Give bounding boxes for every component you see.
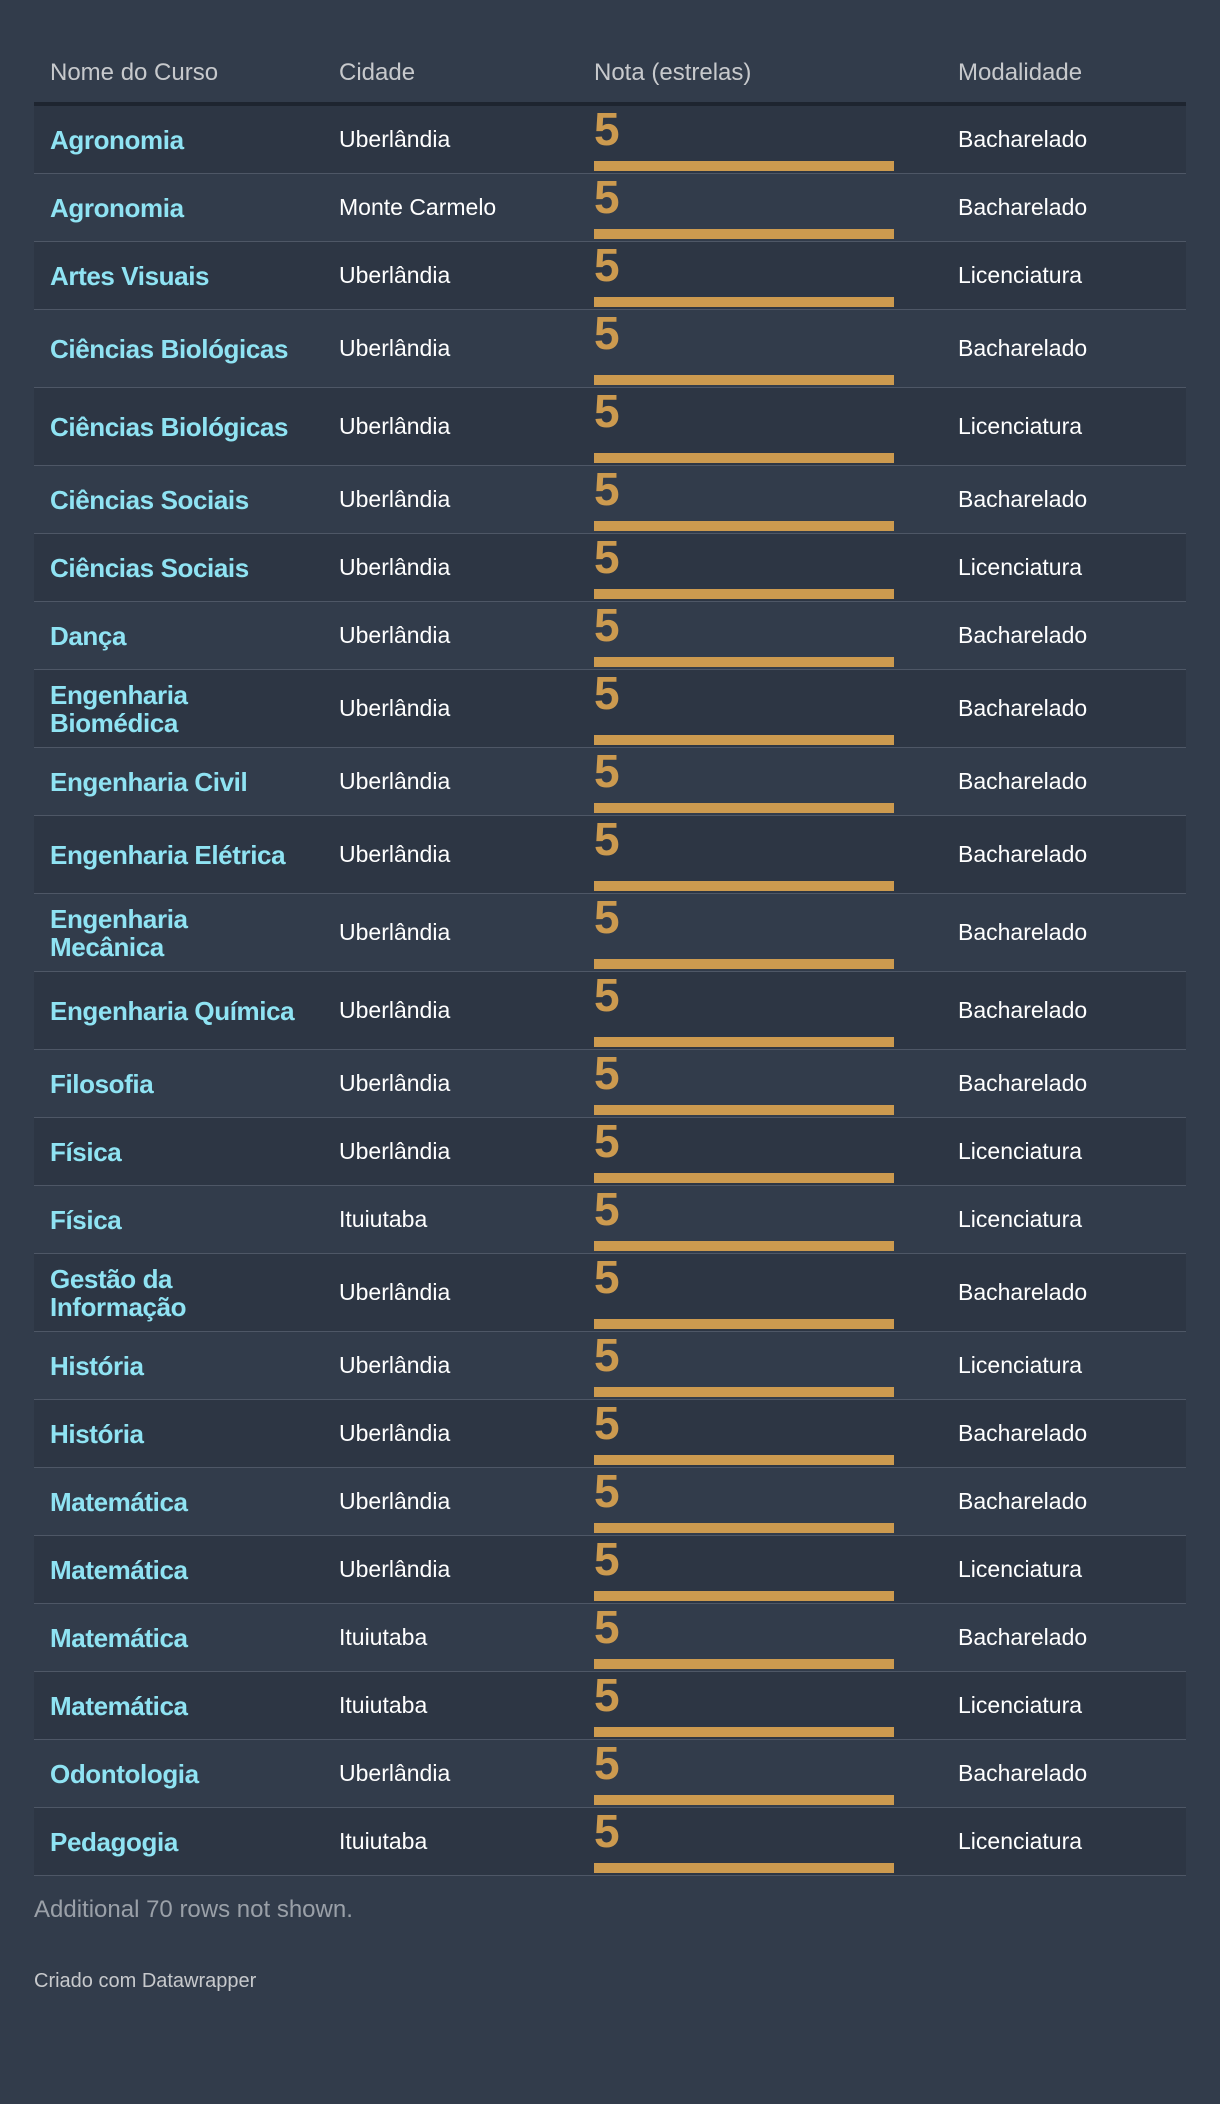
course-name-cell: Ciências Sociais (50, 484, 249, 515)
course-name-cell: Engenharia Elétrica (50, 839, 286, 870)
rating-box (578, 1601, 942, 1671)
course-name-cell: Física (50, 1204, 122, 1235)
rating-value-label: 5 (594, 969, 620, 1021)
city-cell: Uberlândia (339, 262, 451, 288)
course-name-cell: Matemática (50, 1554, 188, 1585)
credit-line[interactable]: Criado com Datawrapper (34, 1970, 257, 1992)
rating-bar (594, 1037, 894, 1047)
city-cell: Uberlândia (339, 1556, 451, 1582)
table-row (34, 972, 1186, 1050)
modality-cell: Licenciatura (958, 554, 1083, 580)
rating-value-label: 5 (594, 307, 620, 359)
city-cell: Uberlândia (339, 1760, 451, 1786)
rating-bar (594, 589, 894, 599)
rating-cell (578, 813, 942, 894)
table-row (34, 1186, 1186, 1254)
rating-value-label: 5 (594, 385, 620, 437)
rating-value-label: 5 (594, 171, 620, 223)
rating-value-label: 5 (594, 1115, 620, 1167)
rating-cell (578, 307, 942, 388)
rating-cell (578, 385, 942, 466)
course-name-cell: Odontologia (50, 1758, 199, 1789)
rating-box (578, 1737, 942, 1807)
rating-cell (578, 1533, 942, 1604)
modality-cell: Licenciatura (958, 1692, 1083, 1718)
city-cell: Uberlândia (339, 768, 451, 794)
rating-bar (594, 521, 894, 531)
rating-cell (578, 1115, 942, 1186)
modality-cell: Bacharelado (958, 695, 1088, 721)
rating-bar (594, 1659, 894, 1669)
course-name-cell: Ciências Biológicas (50, 411, 289, 442)
course-name-cell: História (50, 1350, 144, 1381)
rating-box (578, 239, 942, 309)
column-header-curso[interactable]: Nome do Curso (34, 58, 323, 104)
table-header (34, 58, 1186, 104)
rating-value-label: 5 (594, 891, 620, 943)
rating-value-label: 5 (594, 813, 620, 865)
course-name-cell: Física (50, 1136, 122, 1167)
modality-cell: Licenciatura (958, 1206, 1083, 1232)
modality-cell: Bacharelado (958, 1488, 1088, 1514)
table-row (34, 816, 1186, 894)
course-name-cell: Matemática (50, 1622, 188, 1653)
rating-value-label: 5 (594, 1047, 620, 1099)
rating-cell (578, 1329, 942, 1400)
rating-value-label: 5 (594, 1465, 620, 1517)
rating-bar (594, 1591, 894, 1601)
rating-box (578, 463, 942, 533)
rating-box (578, 969, 942, 1049)
rating-cell (578, 171, 942, 242)
table-row (34, 1808, 1186, 1876)
city-cell: Uberlândia (339, 1138, 451, 1164)
rating-value-label: 5 (594, 745, 620, 797)
city-cell: Uberlândia (339, 486, 451, 512)
table-row (34, 748, 1186, 816)
rating-box (578, 1533, 942, 1603)
modality-cell: Bacharelado (958, 622, 1088, 648)
table-notes: Additional 70 rows not shown. (34, 1896, 353, 1923)
rating-cell (578, 1183, 942, 1254)
column-header-modalidade[interactable]: Modalidade (942, 58, 1186, 104)
rating-bar (594, 803, 894, 813)
city-cell: Uberlândia (339, 997, 451, 1023)
table-row (34, 602, 1186, 670)
rating-cell (578, 1601, 942, 1672)
city-cell: Uberlândia (339, 1279, 451, 1305)
table-row (34, 1604, 1186, 1672)
city-cell: Uberlândia (339, 1070, 451, 1096)
rating-box (578, 103, 942, 173)
table-row (34, 1536, 1186, 1604)
courses-table (34, 58, 1186, 1876)
course-name-cell: História (50, 1418, 144, 1449)
course-name-cell: Ciências Sociais (50, 552, 249, 583)
modality-cell: Licenciatura (958, 1138, 1083, 1164)
course-name-cell: Engenharia Civil (50, 766, 248, 797)
rating-cell (578, 599, 942, 670)
rating-cell (578, 1669, 942, 1740)
city-cell: Uberlândia (339, 413, 451, 439)
city-cell: Uberlândia (339, 841, 451, 867)
rating-box (578, 745, 942, 815)
rating-value-label: 5 (594, 531, 620, 583)
course-name-cell: Engenharia Mecânica (50, 903, 188, 962)
rating-cell (578, 969, 942, 1050)
rating-cell (578, 1465, 942, 1536)
rating-cell (578, 239, 942, 310)
rating-cell (578, 1397, 942, 1468)
modality-cell: Bacharelado (958, 1760, 1088, 1786)
rating-bar (594, 1241, 894, 1251)
city-cell: Uberlândia (339, 1352, 451, 1378)
table-row (34, 894, 1186, 972)
rating-bar (594, 297, 894, 307)
rating-box (578, 1047, 942, 1117)
rating-bar (594, 1455, 894, 1465)
rating-bar (594, 1863, 894, 1873)
rating-value-label: 5 (594, 1251, 620, 1303)
course-name-cell: Agronomia (50, 192, 184, 223)
rating-bar (594, 1319, 894, 1329)
rating-box (578, 1251, 942, 1331)
rating-cell (578, 531, 942, 602)
table-row (34, 1332, 1186, 1400)
modality-cell: Bacharelado (958, 335, 1088, 361)
table-row (34, 104, 1186, 174)
city-cell: Uberlândia (339, 335, 451, 361)
rating-value-label: 5 (594, 1737, 620, 1789)
rating-box (578, 1329, 942, 1399)
modality-cell: Bacharelado (958, 1279, 1088, 1305)
rating-bar (594, 161, 894, 171)
rating-value-label: 5 (594, 463, 620, 515)
table-row (34, 1254, 1186, 1332)
modality-cell: Bacharelado (958, 486, 1088, 512)
course-name-cell: Matemática (50, 1690, 188, 1721)
datawrapper-table-chart (0, 58, 1220, 1993)
rating-box (578, 171, 942, 241)
rating-cell (578, 1047, 942, 1118)
modality-cell: Bacharelado (958, 1070, 1088, 1096)
rating-value-label: 5 (594, 1669, 620, 1721)
city-cell: Ituiutaba (339, 1828, 428, 1854)
rating-box (578, 1465, 942, 1535)
rating-cell (578, 1805, 942, 1876)
column-header-nota[interactable]: Nota (estrelas) (578, 58, 942, 104)
course-name-cell: Filosofia (50, 1068, 154, 1099)
rating-bar (594, 1727, 894, 1737)
course-name-cell: Ciências Biológicas (50, 333, 289, 364)
table-row (34, 1400, 1186, 1468)
rating-bar (594, 959, 894, 969)
rating-value-label: 5 (594, 1805, 620, 1857)
rating-bar (594, 375, 894, 385)
modality-cell: Licenciatura (958, 262, 1083, 288)
rating-bar (594, 657, 894, 667)
rating-box (578, 1669, 942, 1739)
modality-cell: Bacharelado (958, 194, 1088, 220)
rating-cell (578, 463, 942, 534)
rating-box (578, 1183, 942, 1253)
table-row (34, 1740, 1186, 1808)
rating-value-label: 5 (594, 667, 620, 719)
table-row (34, 1468, 1186, 1536)
rating-value-label: 5 (594, 1533, 620, 1585)
rating-bar (594, 1387, 894, 1397)
rating-bar (594, 1523, 894, 1533)
rating-cell (578, 1251, 942, 1332)
modality-cell: Licenciatura (958, 1556, 1083, 1582)
table-body (34, 104, 1186, 1876)
column-header-cidade[interactable]: Cidade (323, 58, 578, 104)
course-name-cell: Matemática (50, 1486, 188, 1517)
modality-cell: Bacharelado (958, 841, 1088, 867)
city-cell: Uberlândia (339, 554, 451, 580)
modality-cell: Bacharelado (958, 126, 1088, 152)
city-cell: Uberlândia (339, 695, 451, 721)
city-cell: Uberlândia (339, 1488, 451, 1514)
rating-box (578, 307, 942, 387)
table-row (34, 242, 1186, 310)
rating-cell (578, 667, 942, 748)
rating-box (578, 385, 942, 465)
rating-value-label: 5 (594, 1601, 620, 1653)
table-row (34, 1050, 1186, 1118)
modality-cell: Licenciatura (958, 413, 1083, 439)
table-row (34, 388, 1186, 466)
modality-cell: Bacharelado (958, 1420, 1088, 1446)
table-row (34, 174, 1186, 242)
city-cell: Uberlândia (339, 126, 451, 152)
city-cell: Uberlândia (339, 622, 451, 648)
rating-bar (594, 229, 894, 239)
rating-value-label: 5 (594, 1329, 620, 1381)
rating-box (578, 531, 942, 601)
rating-box (578, 599, 942, 669)
table-row (34, 534, 1186, 602)
city-cell: Monte Carmelo (339, 194, 497, 220)
table-row (34, 1672, 1186, 1740)
rating-box (578, 891, 942, 971)
table-row (34, 1118, 1186, 1186)
course-name-cell: Engenharia Biomédica (50, 679, 188, 738)
table-row (34, 310, 1186, 388)
course-name-cell: Dança (50, 620, 127, 651)
city-cell: Uberlândia (339, 1420, 451, 1446)
city-cell: Ituiutaba (339, 1624, 428, 1650)
modality-cell: Bacharelado (958, 997, 1088, 1023)
rating-bar (594, 1173, 894, 1183)
rating-bar (594, 1105, 894, 1115)
rating-value-label: 5 (594, 103, 620, 155)
course-name-cell: Engenharia Química (50, 995, 295, 1026)
rating-cell (578, 745, 942, 816)
course-name-cell: Artes Visuais (50, 260, 210, 291)
rating-bar (594, 735, 894, 745)
modality-cell: Licenciatura (958, 1828, 1083, 1854)
rating-value-label: 5 (594, 1183, 620, 1235)
modality-cell: Licenciatura (958, 1352, 1083, 1378)
rating-box (578, 1805, 942, 1875)
modality-cell: Bacharelado (958, 768, 1088, 794)
rating-value-label: 5 (594, 239, 620, 291)
rating-box (578, 813, 942, 893)
table-row (34, 466, 1186, 534)
rating-box (578, 1115, 942, 1185)
modality-cell: Bacharelado (958, 919, 1088, 945)
rating-value-label: 5 (594, 599, 620, 651)
rating-bar (594, 1795, 894, 1805)
rating-cell (578, 1737, 942, 1808)
city-cell: Ituiutaba (339, 1206, 428, 1232)
rating-cell (578, 891, 942, 972)
table-row (34, 670, 1186, 748)
rating-value-label: 5 (594, 1397, 620, 1449)
rating-cell (578, 104, 942, 174)
course-name-cell: Gestão da Informação (50, 1263, 187, 1322)
course-name-cell: Pedagogia (50, 1826, 178, 1857)
rating-bar (594, 881, 894, 891)
rating-box (578, 667, 942, 747)
rating-bar (594, 453, 894, 463)
modality-cell: Bacharelado (958, 1624, 1088, 1650)
city-cell: Uberlândia (339, 919, 451, 945)
city-cell: Ituiutaba (339, 1692, 428, 1718)
rating-box (578, 1397, 942, 1467)
course-name-cell: Agronomia (50, 124, 184, 155)
